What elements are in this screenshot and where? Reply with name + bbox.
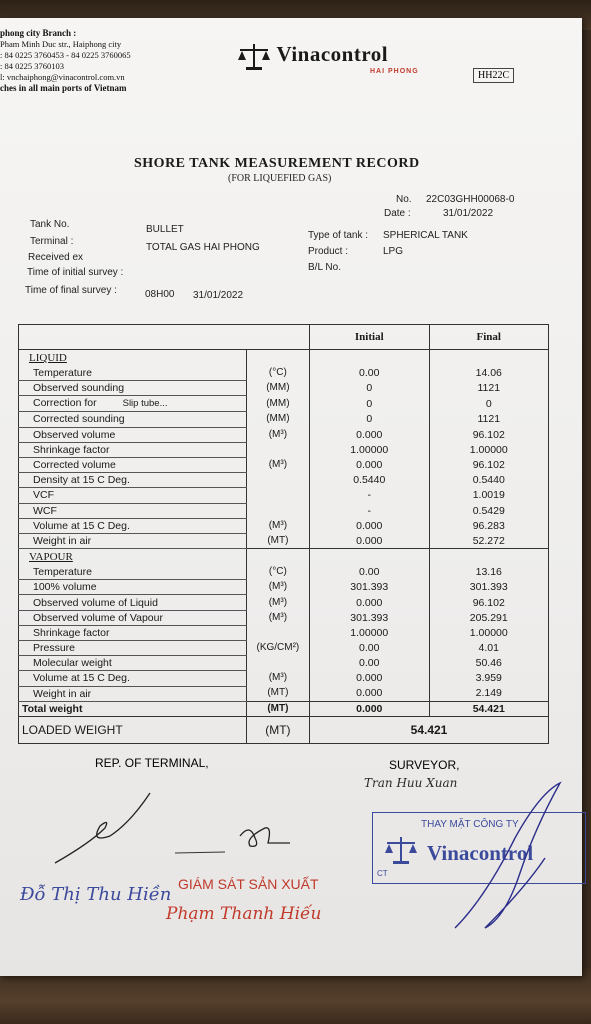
row-label-text: Weight in air: [33, 687, 92, 700]
received-label: Received ex: [28, 252, 84, 263]
branch-line: phong city Branch :: [0, 28, 77, 38]
row-unit: [246, 656, 309, 671]
surveyor-label: SURVEYOR,: [389, 758, 460, 772]
row-initial: 0.000: [310, 686, 429, 701]
branch-address: [0, 28, 131, 94]
table-row: [19, 488, 549, 503]
row-label: [19, 473, 247, 488]
row-label-text: Corrected sounding: [33, 413, 125, 426]
row-initial: 0.00: [310, 565, 429, 580]
table-row: [19, 427, 549, 442]
row-initial: -: [310, 503, 429, 518]
row-label-text: Density at 15 C Deg.: [33, 474, 130, 487]
row-final: 96.102: [429, 457, 549, 472]
row-final: 96.283: [429, 518, 549, 533]
row-unit: [246, 473, 309, 488]
document-page: [0, 18, 582, 976]
row-initial: 0.000: [310, 457, 429, 472]
row-initial: 1.00000: [310, 625, 429, 640]
row-label-text: Observed sounding: [33, 382, 125, 395]
table-row: [19, 625, 549, 640]
stamp-logo-text: Vinacontrol: [427, 841, 534, 865]
row-unit: (M³): [246, 671, 309, 686]
row-final: 301.393: [429, 580, 549, 595]
row-initial: 0.000: [310, 671, 429, 686]
row-unit: (MM): [246, 412, 309, 427]
row-label: [19, 641, 247, 656]
table-row: [19, 641, 549, 656]
loaded-weight-value: 54.421: [310, 716, 549, 743]
initial-cell: [310, 350, 429, 367]
row-final: 50.46: [429, 656, 549, 671]
row-label-text: Shrinkage factor: [33, 626, 110, 639]
tank-no-value: BULLET: [146, 224, 184, 235]
surveyor-name: Tran Huu Xuan: [364, 776, 458, 790]
liquid-section-title: LIQUID: [19, 350, 247, 367]
row-initial: 0.000: [310, 427, 429, 442]
row-final: 96.102: [429, 427, 549, 442]
total-weight-row: [19, 701, 549, 716]
row-initial: 301.393: [310, 580, 429, 595]
row-label-text: Observed volume of Vapour: [33, 611, 163, 624]
table-row: [19, 412, 549, 427]
table-row: [19, 457, 549, 472]
logo-text: Vinacontrol: [276, 42, 389, 66]
row-unit: (M³): [246, 427, 309, 442]
tank-no-label: Tank No.: [30, 219, 70, 230]
row-label-text: VCF: [33, 489, 54, 502]
final-survey-time: 08H00: [145, 289, 175, 300]
row-final: 1.00000: [429, 442, 549, 457]
product-value: LPG: [383, 246, 404, 257]
tank-type-value: SPHERICAL TANK: [383, 230, 468, 241]
branch-line: : 84 0225 3760453 - 84 0225 3760065: [0, 50, 131, 60]
row-initial: 0: [310, 381, 429, 396]
row-initial: 0.00: [310, 366, 429, 381]
loaded-weight-label: LOADED WEIGHT: [19, 716, 247, 743]
row-label: [19, 412, 247, 427]
row-final: 0.5440: [429, 473, 549, 488]
branch-line: : 84 0225 3760103: [0, 61, 64, 71]
product-label: Product :: [308, 246, 349, 257]
terminal-signature-scribble: [50, 788, 310, 868]
row-unit: (°C): [246, 565, 309, 580]
row-initial: 0.000: [310, 595, 429, 610]
row-label-text: WCF: [33, 504, 57, 517]
unit-cell: [246, 350, 309, 367]
vapour-section-row: [19, 549, 549, 566]
row-initial: 0.00: [310, 656, 429, 671]
row-unit: (MT): [246, 533, 309, 548]
row-label: [19, 580, 247, 595]
table-row: [19, 595, 549, 610]
logo-subtitle: HAI PHONG: [370, 68, 419, 75]
row-final: 3.959: [429, 671, 549, 686]
surveyor-signature-scribble: [445, 778, 575, 938]
row-initial: 0: [310, 396, 429, 412]
row-initial: 301.393: [310, 610, 429, 625]
row-final: 1121: [429, 412, 549, 427]
row-unit: [246, 503, 309, 518]
row-label: [19, 610, 247, 625]
row-label-text: Volume at 15 C Deg.: [33, 672, 130, 685]
row-final: 96.102: [429, 595, 549, 610]
record-no-label: No.: [396, 194, 412, 205]
record-no-value: 22C03GHH00068-0: [426, 194, 515, 205]
row-initial: 1.00000: [310, 442, 429, 457]
row-label: [19, 427, 247, 442]
branch-line: ches in all main ports of Vietnam: [0, 83, 127, 93]
table-row: [19, 565, 549, 580]
table-row: [19, 533, 549, 548]
column-final: Final: [429, 325, 549, 350]
row-label-text: Volume at 15 C Deg.: [33, 519, 130, 532]
row-final: 1.0019: [429, 488, 549, 503]
row-final: 0.5429: [429, 503, 549, 518]
vapour-section-title: VAPOUR: [19, 549, 247, 566]
table-row: [19, 503, 549, 518]
row-unit: (M³): [246, 580, 309, 595]
table-row: [19, 473, 549, 488]
table-header-row: [19, 325, 549, 350]
tank-type-label: Type of tank :: [308, 230, 369, 241]
row-unit: (M³): [246, 610, 309, 625]
initial-cell: [310, 549, 429, 566]
row-label: [19, 565, 247, 580]
table-row: [19, 671, 549, 686]
row-unit: (MT): [246, 686, 309, 701]
row-initial: 0.000: [310, 518, 429, 533]
row-label: [19, 686, 247, 701]
row-label: [19, 656, 247, 671]
row-label: [19, 457, 247, 472]
row-unit: [246, 442, 309, 457]
row-final: 13.16: [429, 565, 549, 580]
row-label: [19, 503, 247, 518]
row-label-text: Pressure: [33, 642, 76, 655]
row-unit: (M³): [246, 595, 309, 610]
final-survey-date: 31/01/2022: [193, 290, 244, 301]
branch-line: l: vnchaiphong@vinacontrol.com.vn: [0, 72, 125, 82]
table-row: [19, 580, 549, 595]
loaded-weight-unit: (MT): [246, 716, 309, 743]
row-label-text: Temperature: [33, 566, 92, 579]
liquid-section-row: [19, 350, 549, 367]
terminal-rep-label: REP. OF TERMINAL,: [95, 756, 209, 770]
stamp-code: CT: [377, 869, 388, 878]
column-initial: Initial: [310, 325, 429, 350]
row-label: [19, 488, 247, 503]
row-label: [19, 625, 247, 640]
scales-logo-icon: [236, 42, 272, 72]
row-label-text: Correction for: [33, 397, 97, 410]
row-label-text: Corrected volume: [33, 459, 116, 472]
row-label: [19, 533, 247, 548]
bl-no-label: B/L No.: [308, 262, 341, 273]
row-label-text: Temperature: [33, 367, 92, 380]
company-logo: [236, 42, 388, 72]
row-label: [19, 671, 247, 686]
record-date-label: Date :: [384, 208, 411, 219]
row-label: [19, 381, 247, 396]
record-date-value: 31/01/2022: [443, 208, 494, 219]
desk-background-bottom: [0, 968, 591, 1024]
table-row: [19, 366, 549, 381]
branch-line: Pham Minh Duc str., Haiphong city: [0, 39, 122, 49]
row-unit: (M³): [246, 457, 309, 472]
row-unit: [246, 625, 309, 640]
row-final: 14.06: [429, 366, 549, 381]
row-final: 2.149: [429, 686, 549, 701]
supervisor-name-blue: Đỗ Thị Thu Hiền: [20, 884, 172, 905]
row-label-text: Weight in air: [33, 534, 92, 547]
row-label: [19, 396, 247, 412]
header-blank: [19, 325, 310, 350]
row-unit: (M³): [246, 518, 309, 533]
total-weight-final: 54.421: [429, 701, 549, 716]
stamp-text: THAY MẶT CÔNG TY: [421, 819, 519, 830]
table-row: [19, 396, 549, 412]
total-weight-initial: 0.000: [310, 701, 429, 716]
row-initial: 0.00: [310, 641, 429, 656]
row-final: 1121: [429, 381, 549, 396]
table-row: [19, 686, 549, 701]
stamp-scales-icon: [383, 835, 419, 867]
unit-cell: [246, 549, 309, 566]
loaded-weight-row: [19, 716, 549, 743]
row-label: [19, 442, 247, 457]
table-row: [19, 442, 549, 457]
table-row: [19, 518, 549, 533]
row-label-text: 100% volume: [33, 581, 97, 594]
row-unit: (KG/CM²): [246, 641, 309, 656]
row-initial: 0: [310, 412, 429, 427]
row-label-text: Shrinkage factor: [33, 443, 110, 456]
final-cell: [429, 350, 549, 367]
row-unit: (°C): [246, 366, 309, 381]
row-initial: 0.000: [310, 533, 429, 548]
row-label-extra: Slip tube...: [122, 398, 168, 410]
row-unit: [246, 488, 309, 503]
document-title: SHORE TANK MEASUREMENT RECORD: [134, 156, 420, 171]
row-final: 4.01: [429, 641, 549, 656]
total-weight-unit: (MT): [246, 701, 309, 716]
row-initial: -: [310, 488, 429, 503]
total-weight-label: Total weight: [19, 701, 247, 716]
row-final: 205.291: [429, 610, 549, 625]
row-unit: (MM): [246, 381, 309, 396]
measurement-table: [18, 324, 549, 744]
document-subtitle: (FOR LIQUEFIED GAS): [228, 173, 332, 184]
row-final: 1.00000: [429, 625, 549, 640]
row-label-text: Molecular weight: [33, 657, 112, 670]
supervisor-title: GIÁM SÁT SẢN XUẤT: [178, 876, 319, 892]
row-unit: (MM): [246, 396, 309, 412]
row-label-text: Observed volume of Liquid: [33, 596, 158, 609]
table-row: [19, 610, 549, 625]
row-label: [19, 366, 247, 381]
row-initial: 0.5440: [310, 473, 429, 488]
row-label: [19, 595, 247, 610]
row-final: 0: [429, 396, 549, 412]
terminal-label: Terminal :: [30, 236, 74, 247]
terminal-value: TOTAL GAS HAI PHONG: [146, 242, 260, 253]
table-row: [19, 381, 549, 396]
final-survey-label: Time of final survey :: [25, 285, 117, 296]
final-cell: [429, 549, 549, 566]
row-label: [19, 518, 247, 533]
supervisor-name-red: Phạm Thanh Hiếu: [166, 904, 322, 924]
table-row: [19, 656, 549, 671]
form-code: HH22C: [473, 68, 514, 83]
row-label-text: Observed volume: [33, 428, 116, 441]
initial-survey-label: Time of initial survey :: [27, 267, 124, 278]
row-final: 52.272: [429, 533, 549, 548]
